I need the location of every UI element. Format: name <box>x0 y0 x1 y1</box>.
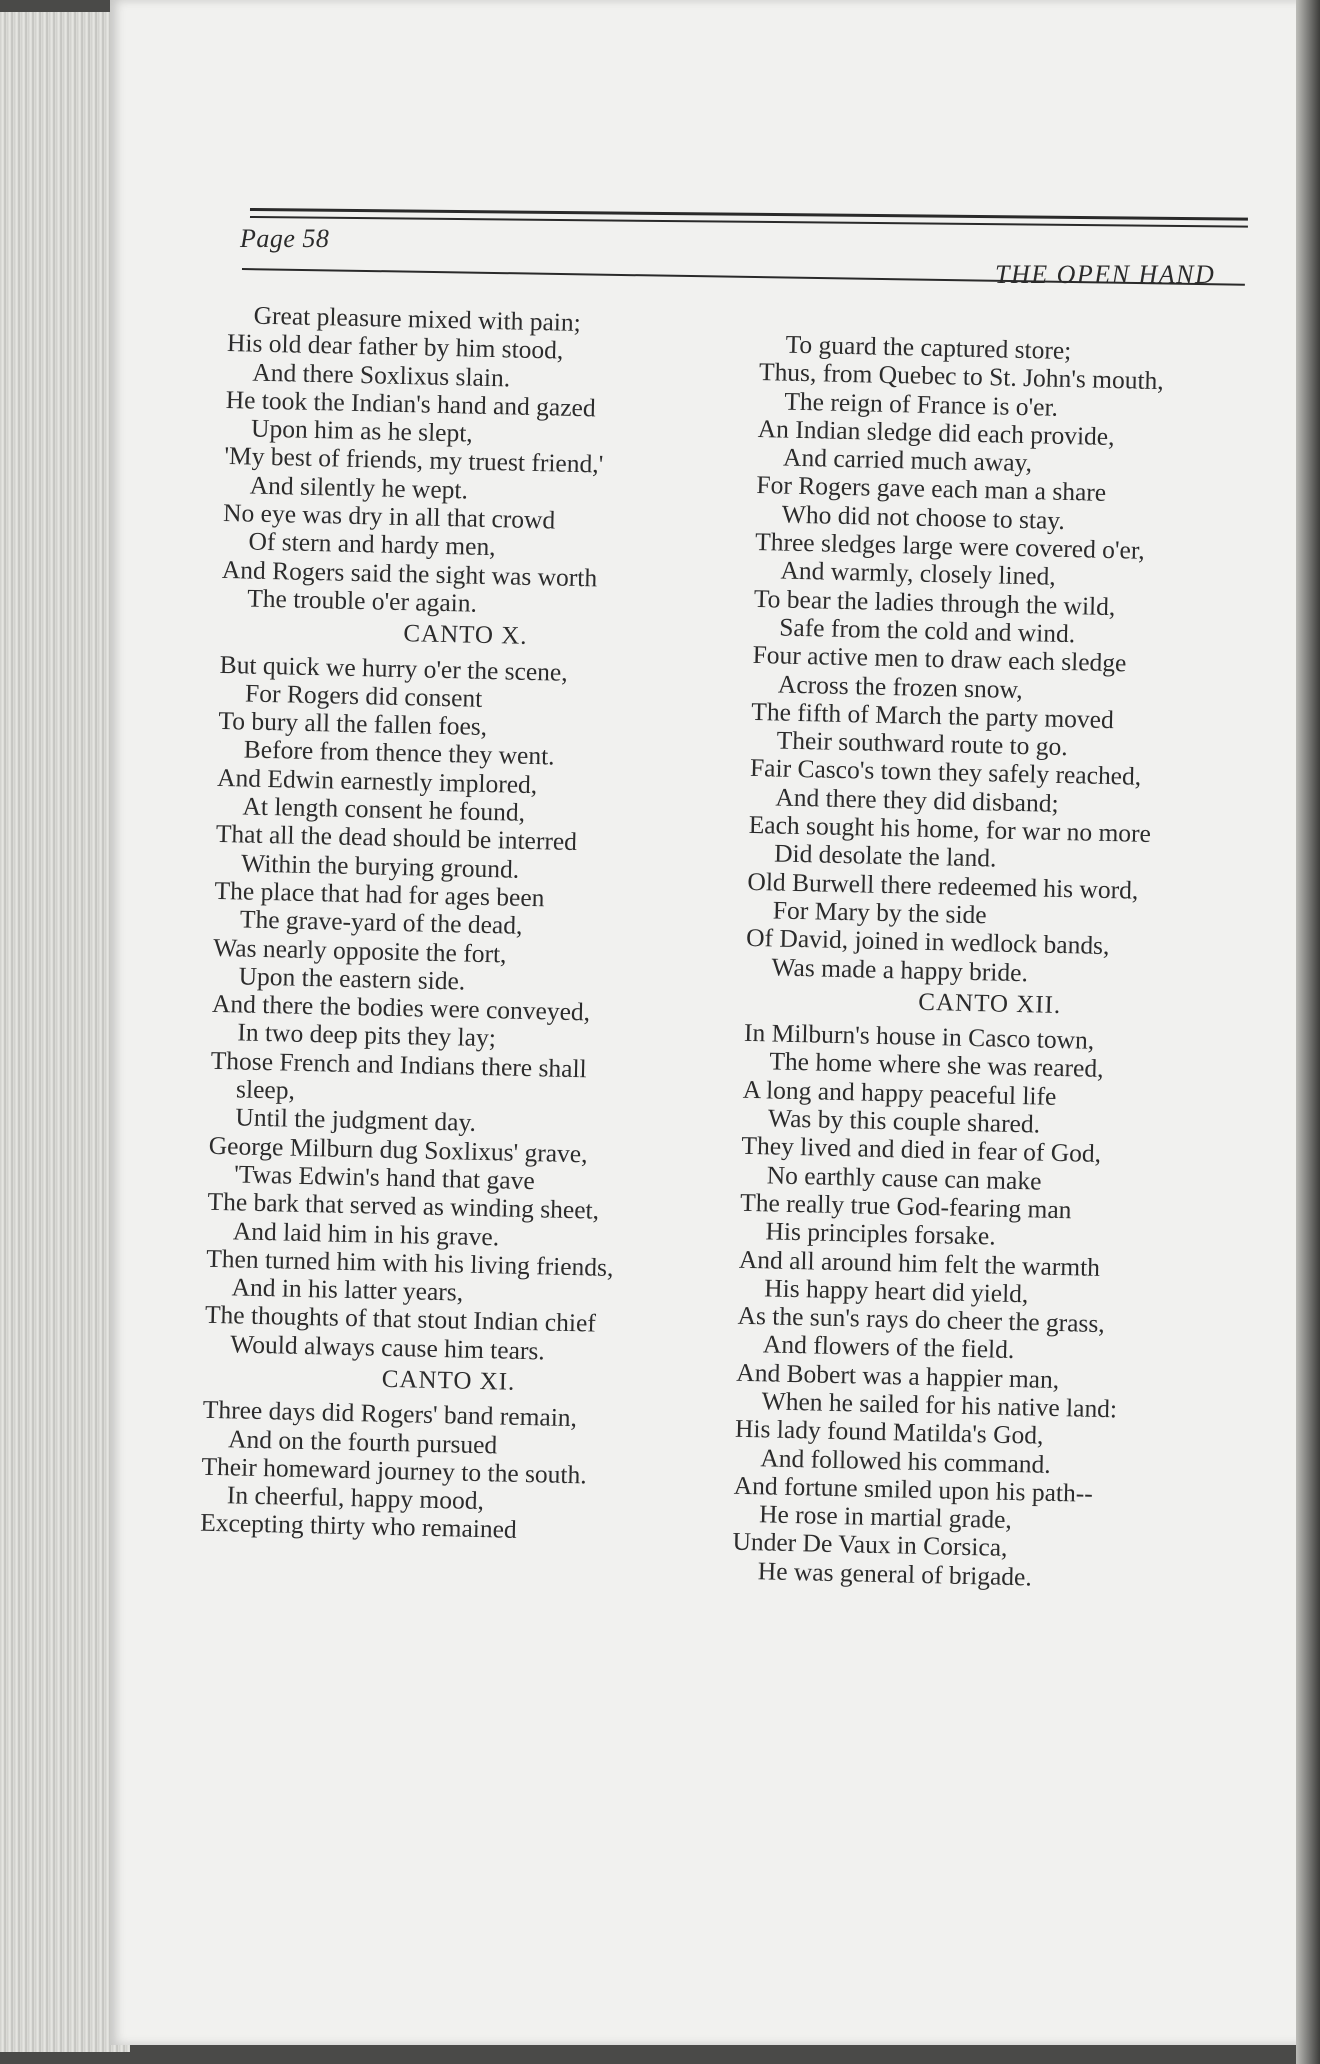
verse-line: Within the burying ground. <box>240 848 520 884</box>
verse-line: Three sledges large were covered o'er, <box>754 527 1146 565</box>
verse-line: For Rogers gave each man a share <box>756 470 1107 508</box>
verse-line: His old dear father by him stood, <box>226 328 564 365</box>
verse-line: That all the dead should be interred <box>215 819 578 857</box>
verse-line: And on the fourth pursued <box>227 1423 498 1459</box>
verse-line: Those French and Indians there shall <box>210 1045 588 1084</box>
verse-line: Old Burwell there redeemed his word, <box>747 866 1139 905</box>
verse-line: And there Soxlixus slain. <box>252 357 511 393</box>
verse-line: He rose in martial grade, <box>758 1499 1013 1535</box>
verse-line: And warmly, closely lined, <box>780 555 1057 592</box>
verse-line: Their southward route to go. <box>776 725 1069 762</box>
verse-line: Three days did Rogers' band remain, <box>202 1394 578 1433</box>
page-edge-shadow <box>1296 0 1320 2064</box>
verse-line: The fifth of March the party moved <box>751 696 1115 734</box>
verse-line: For Mary by the side <box>772 895 988 930</box>
verse-line: His happy heart did yield, <box>763 1273 1029 1309</box>
canto-heading: CANTO X. <box>403 620 528 651</box>
verse-line: In Milburn's house in Casco town, <box>743 1017 1095 1055</box>
verse-line: Until the judgment day. <box>235 1102 477 1138</box>
verse-line: Across the frozen snow, <box>777 669 1024 704</box>
verse-line: And carried much away, <box>782 442 1033 478</box>
verse-line: Of David, joined in wedlock bands, <box>745 923 1110 961</box>
verse-line: No eye was dry in all that crowd <box>222 498 556 535</box>
verse-line: And fortune smiled upon his path-- <box>733 1470 1094 1508</box>
verse-line: Under De Vaux in Corsica, <box>732 1527 1008 1563</box>
verse-line: To guard the captured store; <box>785 329 1072 366</box>
verse-line: At length consent he found, <box>242 791 526 827</box>
verse-line: The bark that served as winding sheet, <box>207 1186 600 1225</box>
verse-line: An Indian sledge did each provide, <box>757 413 1115 451</box>
verse-line: Upon the eastern side. <box>238 961 466 996</box>
verse-line: A long and happy peaceful life <box>742 1074 1057 1111</box>
verse-line: sleep, <box>235 1074 296 1105</box>
verse-line: And followed his command. <box>760 1442 1052 1479</box>
verse-line: In two deep pits they lay; <box>237 1017 497 1053</box>
verse-line: In cheerful, happy mood, <box>226 1480 485 1516</box>
verse-line: And all around him felt the warmth <box>738 1244 1101 1282</box>
verse-line: No earthly cause can make <box>766 1159 1042 1196</box>
verse-line: His lady found Matilda's God, <box>734 1414 1044 1450</box>
verse-line: The trouble o'er again. <box>246 583 478 618</box>
verse-line: And silently he wept. <box>249 470 469 505</box>
verse-line: Fair Casco's town they safely reached, <box>749 753 1142 792</box>
canto-heading: CANTO XI. <box>381 1365 516 1396</box>
verse-line: And there they did disband; <box>775 782 1059 818</box>
verse-line: He was general of brigade. <box>757 1556 1033 1592</box>
verse-line: The grave-yard of the dead, <box>239 904 523 941</box>
verse-line: As the sun's rays do cheer the grass, <box>737 1300 1106 1339</box>
verse-line: George Milburn dug Soxlixus' grave, <box>208 1130 588 1168</box>
verse-line: Would always cause him tears. <box>230 1329 546 1366</box>
verse-line: The really true God-fearing man <box>739 1187 1072 1225</box>
verse-line: And flowers of the field. <box>762 1329 1015 1365</box>
verse-line: And in his latter years, <box>231 1272 464 1307</box>
verse-line: Before from thence they went. <box>243 734 555 771</box>
verse-line: The reign of France is o'er. <box>784 386 1059 422</box>
verse-line: They lived and died in fear of God, <box>741 1131 1102 1169</box>
verse-line: Safe from the cold and wind. <box>778 612 1076 649</box>
verse-line: Who did not choose to stay. <box>781 499 1066 535</box>
verse-line: And laid him in his grave. <box>232 1215 500 1251</box>
verse-line: He took the Indian's hand and gazed <box>225 384 596 423</box>
verse-line: The home where she was reared, <box>769 1046 1104 1084</box>
verse-line: His principles forsake. <box>765 1216 996 1251</box>
verse-line: Then turned him with his living friends, <box>205 1243 614 1282</box>
verse-line: Was by this couple shared. <box>767 1103 1041 1139</box>
verse-line: To bury all the fallen foes, <box>218 706 488 742</box>
verse-line: Great pleasure mixed with pain; <box>253 300 582 338</box>
verse-line: For Rogers did consent <box>244 678 483 713</box>
verse-line: But quick we hurry o'er the scene, <box>219 649 569 687</box>
verse-line: Did desolate the land. <box>773 838 997 873</box>
verse-line: Thus, from Quebec to St. John's mouth, <box>758 357 1165 396</box>
right-text-column <box>732 330 1280 1597</box>
running-title: THE OPEN HAND <box>995 260 1216 289</box>
verse-line: Their homeward journey to the south. <box>201 1451 588 1490</box>
verse-line: When he sailed for his native land: <box>761 1386 1118 1424</box>
verse-line: The place that had for ages been <box>214 875 545 913</box>
verse-line: 'My best of friends, my truest friend,' <box>224 441 604 480</box>
verse-line: And Rogers said the sight was worth <box>221 554 598 593</box>
verse-line: And Bobert was a happier man, <box>736 1357 1060 1394</box>
verse-line: Of stern and hardy men, <box>248 526 496 562</box>
left-text-column <box>200 301 748 1549</box>
verse-line: The thoughts of that stout Indian chief <box>204 1300 597 1338</box>
page-number: Page 58 <box>240 224 330 253</box>
verse-line: Was nearly opposite the fort, <box>213 932 507 969</box>
verse-line: And Edwin earnestly implored, <box>216 762 538 799</box>
verse-line: Was made a happy bride. <box>771 951 1029 987</box>
verse-line: To bear the ladies through the wild, <box>753 583 1116 621</box>
verse-line: 'Twas Edwin's hand that gave <box>233 1159 536 1196</box>
verse-line: Excepting thirty who remained <box>199 1508 518 1545</box>
verse-line: Upon him as he slept, <box>250 413 474 448</box>
verse-line: Each sought his home, for war no more <box>748 809 1152 849</box>
verse-line: And there the bodies were conveyed, <box>211 988 591 1027</box>
canto-heading: CANTO XII. <box>918 988 1062 1019</box>
verse-line: Four active men to draw each sledge <box>752 640 1127 678</box>
